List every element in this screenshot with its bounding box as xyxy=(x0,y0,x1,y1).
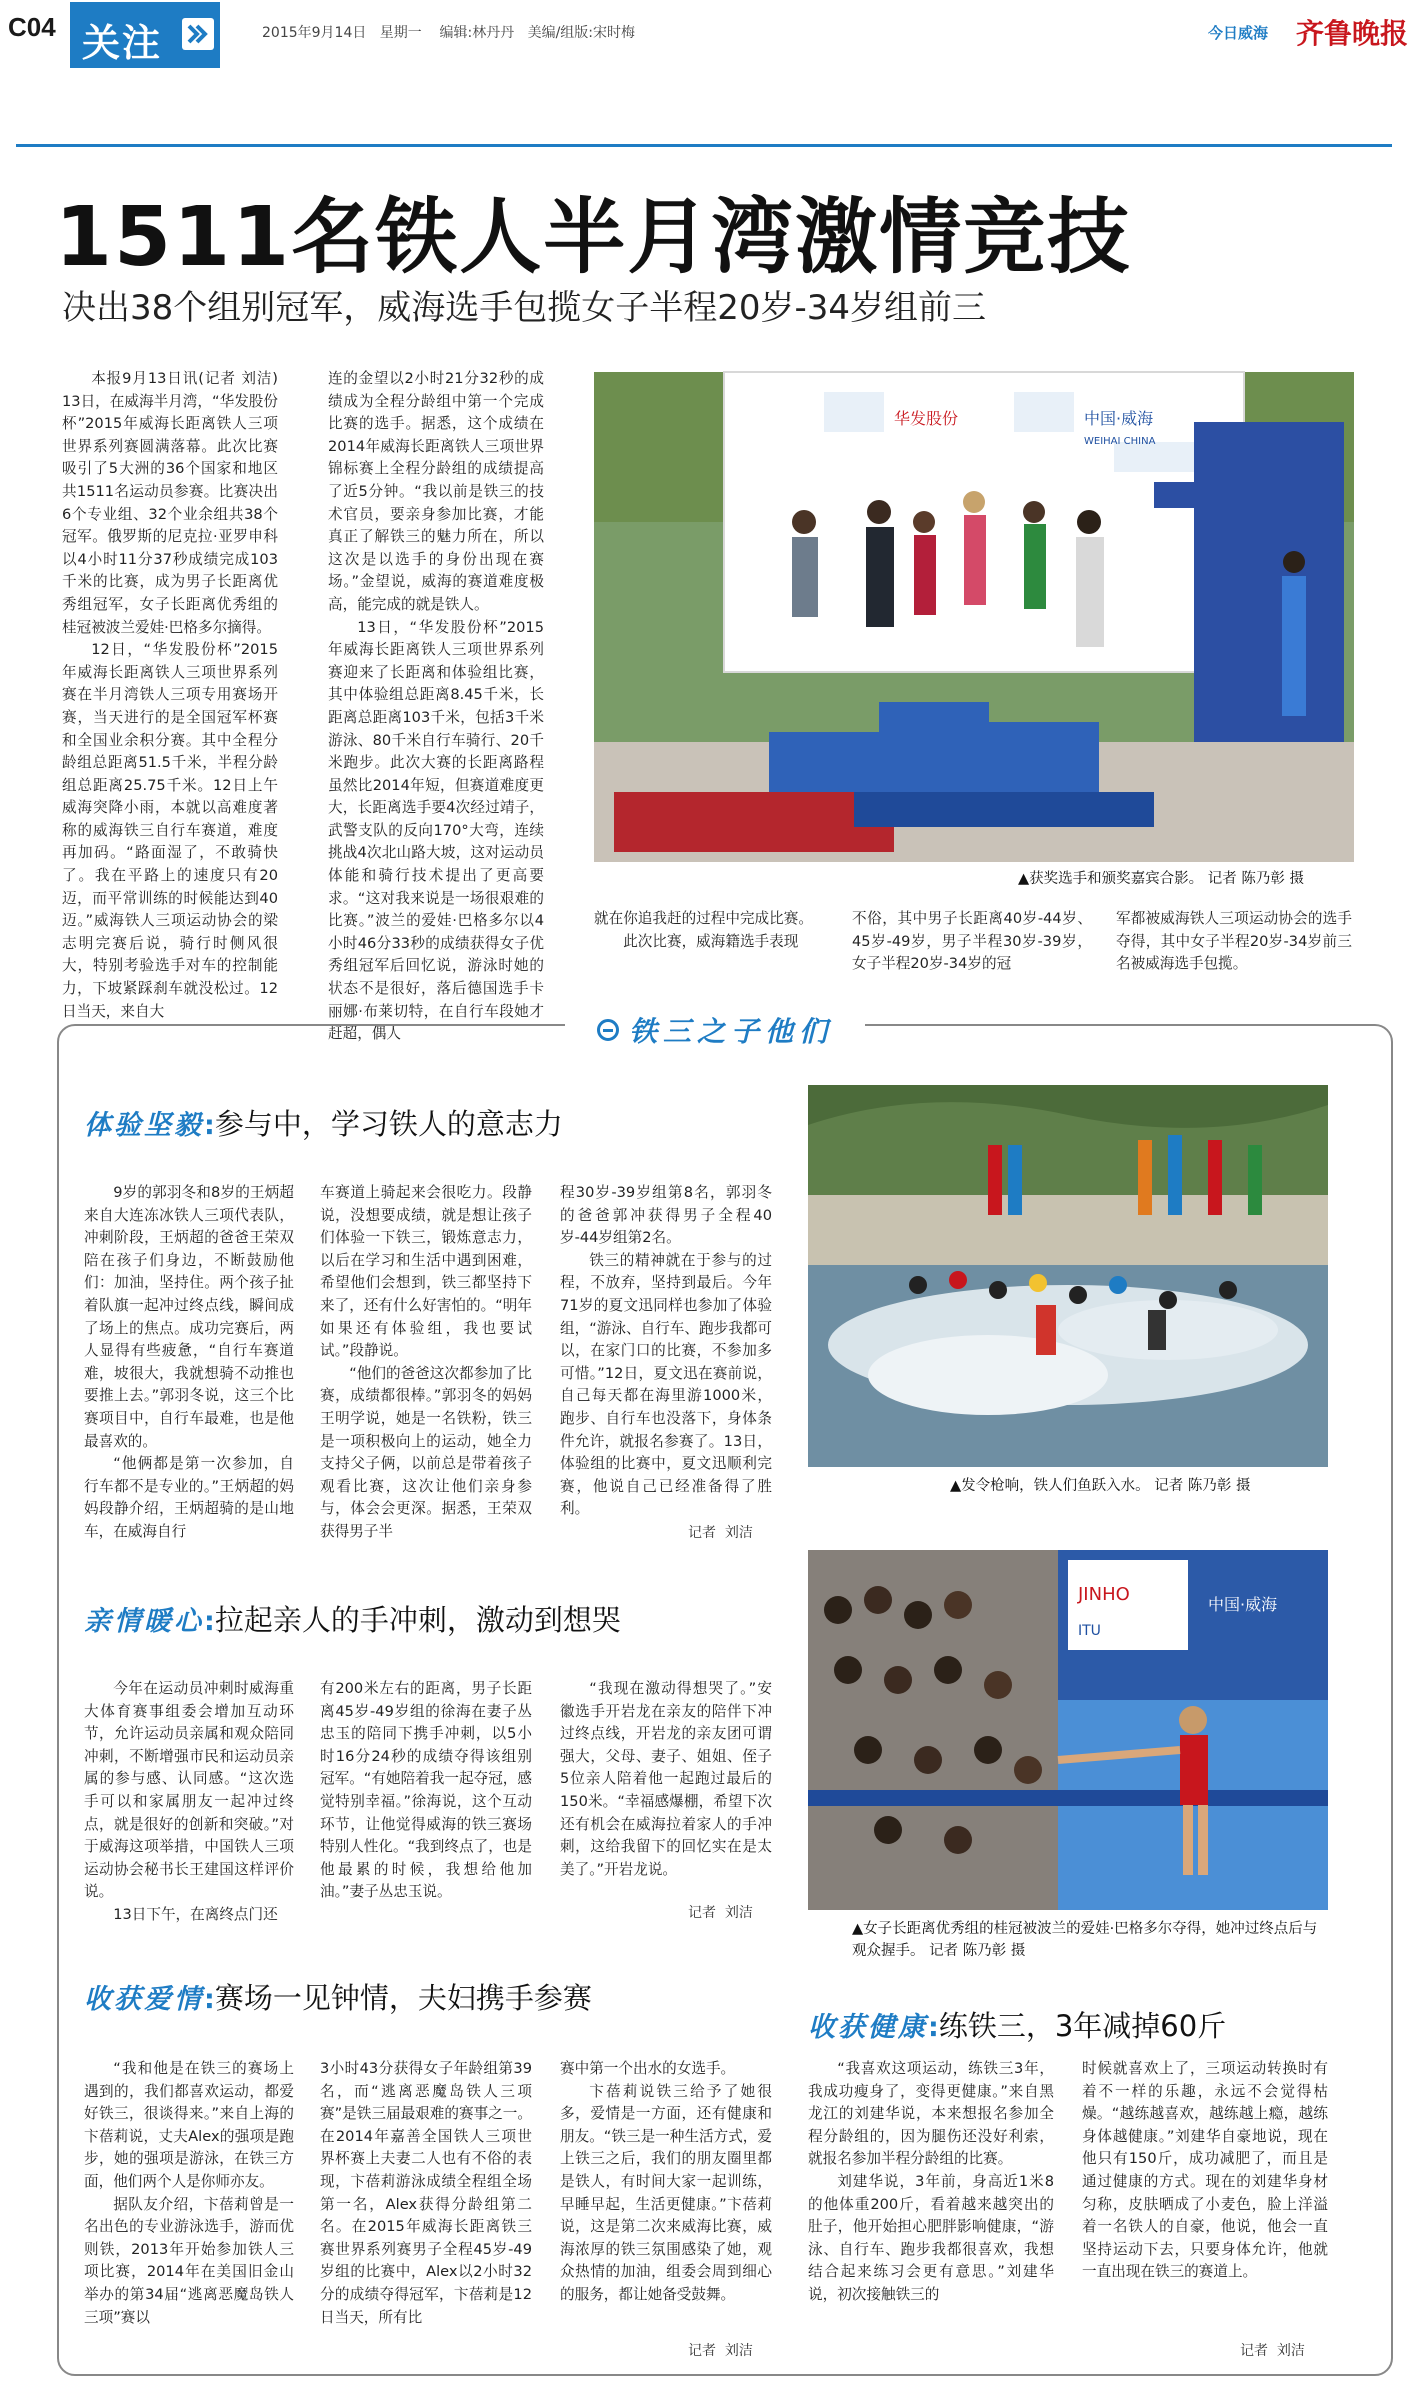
photo1-caption: ▲发令枪响，铁人们鱼跃入水。 记者 陈乃彰 摄 xyxy=(950,1478,1251,1494)
section4-byline: 记者 刘洁 xyxy=(1240,2343,1305,2359)
subheadline: 决出38个组别冠军，威海选手包揽女子半程20岁-34岁组前三 xyxy=(62,288,987,328)
paragraph: 此次比赛，威海籍选手表现 xyxy=(623,932,799,950)
main-article-col3 xyxy=(594,908,818,980)
banner-text-weihai: 中国·威海 xyxy=(1208,1595,1278,1614)
photo-finish-handshake xyxy=(808,1550,1328,1910)
section3-col2 xyxy=(320,2058,532,2358)
section4-col1 xyxy=(808,2058,1054,2358)
section-tag: 收获爱情 xyxy=(84,1984,204,2015)
page-number: C04 xyxy=(8,12,56,42)
paragraph: 车赛道上骑起来会很吃力。段静说，没想要成绩，就是想让孩子们体验一下铁三，锻炼意志力，以后在学习和生活中遇到困难，希望他们会想到，铁三都坚持下来了，还有什么好害怕的。“明年如果还有体验组，我也要试试。”段静说。 xyxy=(320,1184,532,1360)
banner-text-2: 中国·威海 xyxy=(1084,409,1154,428)
section-tag: 收获健康 xyxy=(808,2012,928,2043)
paragraph: 不俗，其中男子长距离40岁-44岁、45岁-49岁，男子半程30岁-39岁，女子半程20岁-34岁的冠 xyxy=(852,910,1092,973)
feature-title: 铁三之子他们 xyxy=(628,1015,833,1048)
paragraph: “我和他是在铁三的赛场上遇到的，我们都喜欢运动，都爱好铁三，很谈得来。”来自上海的卞蓓莉说，丈夫Alex的强项是跑步，她的强项是游泳，在铁三方面，他们两个人是你师亦友。 xyxy=(84,2060,294,2190)
section-heading-love: 收获爱情:赛场一见钟情，夫妇携手参赛 xyxy=(84,1981,592,2015)
paragraph: 9岁的郭羽冬和8岁的王炳超来自大连冻冰铁人三项代表队，冲刺阶段，王炳超的爸爸王荣双陪在孩子们身边，不断鼓励他们：加油，坚持住。两个孩子扯着队旗一起冲过终点线，瞬间成了场上的焦点。成功完赛后，两人显得有些疲惫，“自行车赛道难，坡很大，我就想骑不动推也要推上去。”郭羽冬说，这三个比赛项目中，自行车最难，也是他最喜欢的。 xyxy=(84,1184,294,1450)
double-chevron-icon xyxy=(182,18,214,50)
section-heading-family: 亲情暖心:拉起亲人的手冲刺，激动到想哭 xyxy=(84,1603,621,1637)
paragraph: “他俩都是第一次参加，自行车都不是专业的。”王炳超的妈妈段静介绍，王炳超骑的是山地车，在威海自行 xyxy=(84,1455,294,1540)
paragraph: 本报9月13日讯(记者 刘洁) 13日，在威海半月湾，“华发股份杯”2015年威海长距离铁人三项世界系列赛圆满落幕。此次比赛吸引了5大洲的36个国家和地区共1511名运动员参赛。比赛决出6个专业组、32个业余组共38个冠军。俄罗斯的尼克拉·亚罗申科以4小时11分37秒成绩完成103千米的比赛，成为男子长距离优秀组冠军，女子长距离优秀组的桂冠被波兰爱娃·巴格多尔摘得。 xyxy=(62,370,278,636)
banner-text-itu: ITU xyxy=(1078,1623,1101,1639)
paragraph: 时候就喜欢上了，三项运动转换时有着不一样的乐趣，永远不会觉得枯燥。“越练越喜欢，越练越上瘾，越练身体越健康。”刘建华自豪地说，现在他只有150斤，成功减肥了，而且是通过健康的方式。现在的刘建华身材匀称，皮肤晒成了小麦色，脸上洋溢着一名铁人的自豪，他说，他会一直坚持运动下去，只要身体允许，他就一直出现在铁三的赛道上。 xyxy=(1082,2060,1328,2281)
photo-swim-start xyxy=(808,1085,1328,1467)
paragraph: “我现在激动得想哭了。”安徽选手开岩龙在亲友的陪伴下冲过终点线，开岩龙的亲友团可谓强大，父母、妻子、姐姐、侄子5位亲人陪着他一起跑过最后的150米。“幸福感爆棚，希望下次还有机会在威海拉着家人的手冲刺，这给我留下的回忆实在是太美了。”开岩龙说。 xyxy=(560,1680,772,1878)
banner-text-1: 华发股份 xyxy=(894,409,959,428)
paragraph: 连的金望以2小时21分32秒的成绩成为全程分龄组中第一个完成比赛的选手。据悉，这个成绩在2014年威海长距离铁人三项世界锦标赛上全程分龄组的成绩提高了近5分钟。“我以前是铁三的技术官员，要亲身参加比赛，才能真正了解铁三的魅力所在，所以这次是以选手的身份出现在赛场。”金望说，威海的赛道难度极高，能完成的就是铁人。 xyxy=(328,370,544,613)
section2-col2 xyxy=(320,1678,532,1918)
section4-col2 xyxy=(1082,2058,1328,2328)
paragraph: 12日，“华发股份杯”2015年威海长距离铁人三项世界系列赛在半月湾铁人三项专用赛场开赛，当天进行的是全国冠军杯赛和全国业余积分赛。其中全程分龄组总距离51.5千米，半程分龄组总距离25.75千米。12日上午威海突降小雨，本就以高难度著称的威海铁三自行车赛道，难度再加码。“路面湿了，不敢骑快了。我在平路上的速度只有20迈，而平常训练的时候能达到40迈。”威海铁人三项运动协会的梁志明完赛后说，骑行时侧风很大，特别考验选手对车的控制能力，下坡紧踩刹车就没松过。12日当天，来自大 xyxy=(62,641,278,1020)
paragraph: “我喜欢这项运动，练铁三3年，我成功瘦身了，变得更健康。”来自黑龙江的刘建华说，本来想报名参加全程分龄组的，因为腿伤还没好利索，就报名参加半程分龄组的比赛。 xyxy=(808,2060,1054,2168)
main-article-col1 xyxy=(62,368,278,1020)
brand-logo: 齐鲁晚报 xyxy=(1296,17,1409,50)
masthead xyxy=(0,0,1409,75)
section2-byline: 记者 刘洁 xyxy=(688,1905,753,1921)
main-article-col4 xyxy=(852,908,1092,980)
section3-col1 xyxy=(84,2058,294,2358)
feature-banner xyxy=(565,1010,865,1048)
paragraph: 就在你追我赶的过程中完成比赛。 xyxy=(594,910,813,927)
section-heading-experience: 体验坚毅:参与中，学习铁人的意志力 xyxy=(84,1107,563,1141)
section2-col1 xyxy=(84,1678,294,1923)
paragraph: 刘建华说，3年前，身高近1米8的他体重200斤，看着越来越突出的肚子，他开始担心肥胖影响健康，“游泳、自行车、跑步我都很喜欢，我想结合起来练习会更有意思。”刘建华说，初次接触铁三的 xyxy=(808,2172,1054,2303)
paragraph: 有200米左右的距离，男子长距离45岁-49岁组的徐海在妻子丛忠玉的陪同下携手冲刺，以5小时16分24秒的成绩夺得该组别冠军。“有她陪着我一起夺冠，感觉特别幸福。”徐海说，这个互动环节，让他觉得威海的铁三赛场特别人性化。“我到终点了，也是他最累的时候，我想给他加油。”妻子丛忠玉说。 xyxy=(320,1680,532,1901)
brand-subtitle: 今日威海 xyxy=(1208,24,1269,42)
section3-byline: 记者 刘洁 xyxy=(688,2343,753,2359)
banner-text-jinho: JINHO xyxy=(1078,1584,1130,1605)
section-title: 参与中，学习铁人的意志力 xyxy=(214,1107,563,1141)
section-tag: 亲情暖心 xyxy=(84,1606,204,1637)
dateline: 2015年9月14日 星期一 编辑:林丹丹 美编/组版:宋时梅 xyxy=(262,25,636,41)
paragraph: “他们的爸爸这次都参加了比赛，成绩都很棒。”郭羽冬的妈妈王明学说，她是一名铁粉，铁三是一项积极向上的运动，她全力支持父子俩，以前总是带着孩子观看比赛，这次让他们亲身参与，体会会更深。据悉，王荣双获得男子半 xyxy=(320,1364,532,1540)
section2-col3 xyxy=(560,1678,772,1898)
section-title: 练铁三，3年减掉60斤 xyxy=(938,2009,1227,2043)
paragraph: 赛中第一个出水的女选手。 xyxy=(560,2060,736,2077)
header-rule xyxy=(16,144,1392,147)
circle-icon xyxy=(597,1019,619,1041)
paragraph: 13日，“华发股份杯”2015年威海长距离铁人三项世界系列赛迎来了长距离和体验组比赛，其中体验组总距离8.45千米，长距离总距离103千米，包括3千米游泳、80千米自行车骑行、20千米跑步。此次大赛的长距离路程虽然比2014年短，但赛道难度更大，长距离选手要4次经过靖子，武警支队的反向170°大弯，连续挑战4次北山路大坡，这对运动员体能和骑行技术提出了更高要求。“这对我来说是一场很艰难的比赛。”波兰的爱娃·巴格多尔以4小时46分33秒的成绩获得女子优秀组冠军后回忆说，游泳时她的状态不是很好，落后德国选手卡丽娜·布莱切特，在自行车段她才赶超，偶人 xyxy=(328,618,544,1043)
paragraph: 今年在运动员冲刺时威海重大体育赛事组委会增加互动环节，允许运动员亲属和观众陪同冲刺，不断增强市民和运动员亲属的参与感、认同感。“这次选手可以和家属朋友一起冲过终点，就是很好的创新和突破。”对于威海这项举措，中国铁人三项运动协会秘书长王建国这样评价说。 xyxy=(84,1680,294,1901)
banner-text-3: WEIHAI CHINA xyxy=(1084,436,1156,447)
paragraph: 据队友介绍，卞蓓莉曾是一名出色的专业游泳选手，游而优则铁，2013年开始参加铁人三项比赛，2014年在美国旧金山举办的第34届“逃离恶魔岛铁人三项”赛以 xyxy=(84,2195,294,2326)
paragraph: 3小时43分获得女子年龄组第39名，而“逃离恶魔岛铁人三项赛”是铁三届最艰难的赛事之一。在2014年嘉善全国铁人三项世界杯赛上夫妻二人也有不俗的表现，卞蓓莉游泳成绩全程组全场第一名，Alex获得分龄组第二名。在2015年威海长距离铁三赛世界系列赛男子全程45岁-49岁组的比赛中，Alex以2小时32分的成绩夺得冠军，卞蓓莉是12日当天，所有比 xyxy=(320,2060,532,2326)
section1-col3 xyxy=(560,1182,772,1518)
section1-col2 xyxy=(320,1182,532,1540)
section3-col3 xyxy=(560,2058,772,2328)
main-article-col2 xyxy=(328,368,544,1043)
section-title: 赛场一见钟情，夫妇携手参赛 xyxy=(214,1981,592,2015)
section-tag: 体验坚毅 xyxy=(84,1110,204,1141)
paragraph: 13日下午，在离终点门还 xyxy=(113,1905,278,1923)
paragraph: 卞蓓莉说铁三给予了她很多，爱情是一方面，还有健康和朋友。“铁三是一种生活方式，爱上铁三之后，我们的朋友圈里都是铁人，有时间大家一起训练，早睡早起，生活更健康。”卞蓓莉说，这是第二次来威海比赛，威海浓厚的铁三氛围感染了她，观众热情的加油，组委会周到细心的服务，都让她备受鼓舞。 xyxy=(560,2082,772,2303)
section1-byline: 记者 刘洁 xyxy=(688,1525,753,1541)
section-name: 关注 xyxy=(82,21,163,65)
section-title: 拉起亲人的手冲刺，激动到想哭 xyxy=(214,1603,621,1637)
section1-col1 xyxy=(84,1182,294,1540)
photo2-caption: ▲女子长距离优秀组的桂冠被波兰的爱娃·巴格多尔夺得，她冲过终点后与观众握手。 记者 陈乃彰 摄 xyxy=(852,1921,1318,1959)
main-photo-caption: ▲获奖选手和颁奖嘉宾合影。 记者 陈乃彰 摄 xyxy=(1018,871,1304,887)
paragraph: 军都被威海铁人三项运动协会的选手夺得，其中女子半程20岁-34岁前三名被威海选手包揽。 xyxy=(1116,910,1352,973)
photo-award-ceremony xyxy=(594,372,1354,862)
paragraph: 程30岁-39岁组第8名，郭羽冬的爸爸郭冲获得男子全程40岁-44岁组第2名。 xyxy=(560,1184,772,1247)
section-heading-health: 收获健康:练铁三，3年减掉60斤 xyxy=(808,2009,1227,2043)
headline: 1511名铁人半月湾激情竞技 xyxy=(55,190,1132,285)
main-article-col5 xyxy=(1116,908,1352,980)
paragraph: 铁三的精神就在于参与的过程，不放弃，坚持到最后。今年71岁的夏文迅同样也参加了体验组，“游泳、自行车、跑步我都可以，在家门口的比赛，不参加多可惜。”12日，夏文迅在赛前说，自己每天都在海里游1000米，跑步、自行车也没落下，身体条件允许，就报名参赛了。13日，体验组的比赛中，夏文迅顺利完赛，他说自己已经准备得了胜利。 xyxy=(560,1251,772,1518)
